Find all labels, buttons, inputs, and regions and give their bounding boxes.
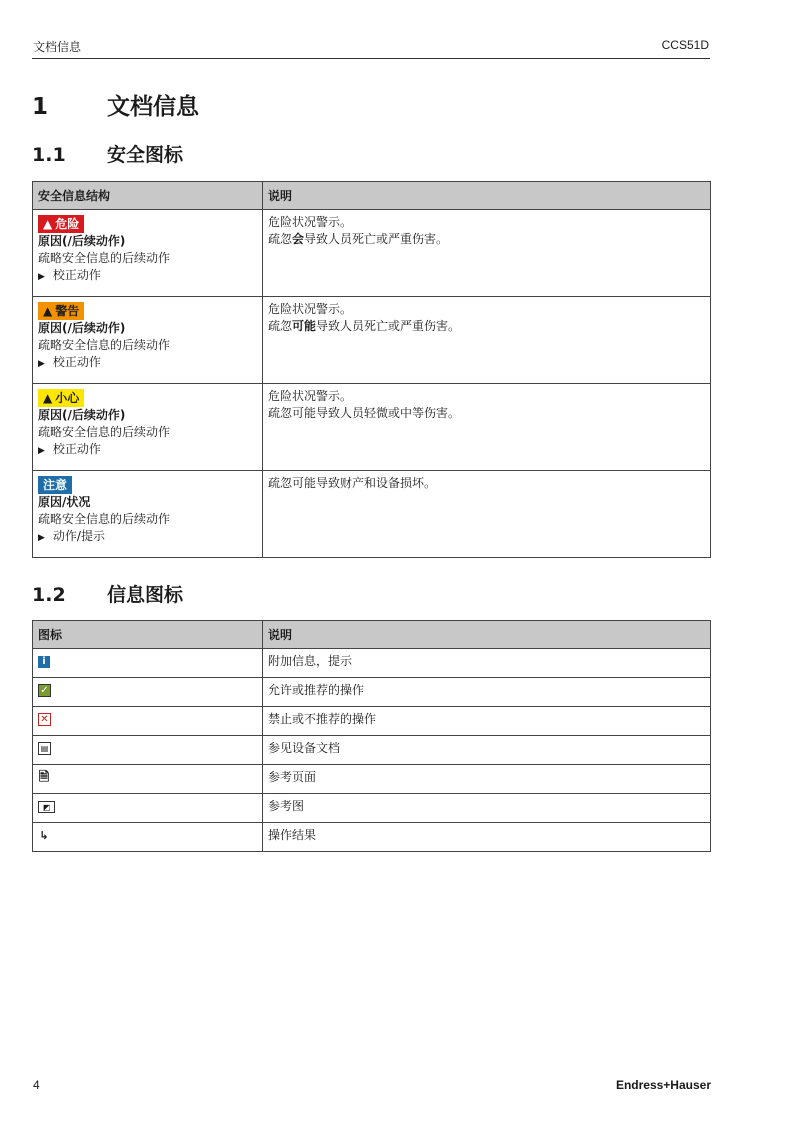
notice-badge: 注意	[38, 476, 72, 494]
cause-text: 原因(/后续动作)	[38, 321, 126, 335]
section-title: 安全图标	[107, 144, 184, 166]
section-title: 信息图标	[107, 584, 184, 606]
header-product-code: CCS51D	[661, 38, 709, 52]
danger-badge: ▲ 危险	[38, 215, 84, 233]
chapter-heading	[32, 88, 199, 121]
info-symbols-table	[32, 620, 711, 852]
description-cell: 参考页面	[263, 765, 711, 794]
table-row	[33, 471, 711, 558]
result-icon: ↳	[39, 828, 49, 842]
chapter-number: 1	[32, 94, 49, 120]
description-cell: 参考图	[263, 794, 711, 823]
action-text: 动作/提示	[52, 529, 105, 543]
warning-triangle-icon: ▲	[43, 217, 53, 231]
warning-triangle-icon: ▲	[43, 304, 53, 318]
description-cell: 危险状况警示。 疏忽会导致人员死亡或严重伤害。	[263, 210, 711, 297]
arrow-icon: ▶	[38, 446, 45, 456]
page-number: 4	[33, 1078, 40, 1092]
column-header: 图标	[33, 621, 263, 649]
description-cell: 危险状况警示。 疏忽可能导致人员轻微或中等伤害。	[263, 384, 711, 471]
table-row	[33, 297, 711, 384]
description-cell: 危险状况警示。 疏忽可能导致人员死亡或严重伤害。	[263, 297, 711, 384]
table-row	[33, 736, 711, 765]
structure-cell	[33, 297, 263, 384]
column-header: 安全信息结构	[33, 182, 263, 210]
chapter-title: 文档信息	[107, 94, 199, 120]
cause-text: 原因(/后续动作)	[38, 408, 126, 422]
table-row	[33, 794, 711, 823]
section-number: 1.2	[32, 584, 66, 606]
header-section-title: 文档信息	[33, 40, 82, 54]
structure-cell	[33, 210, 263, 297]
consequence-text: 疏略安全信息的后续动作	[38, 512, 171, 526]
info-icon: i	[38, 656, 50, 668]
table-row	[33, 765, 711, 794]
caution-badge: ▲ 小心	[38, 389, 84, 407]
description-cell: 允许或推荐的操作	[263, 678, 711, 707]
page-reference-icon: 🗎	[38, 769, 50, 785]
graphic-reference-icon: ◩	[38, 801, 55, 813]
warning-triangle-icon: ▲	[43, 391, 53, 405]
table-row	[33, 210, 711, 297]
warning-badge: ▲ 警告	[38, 302, 84, 320]
column-header: 说明	[263, 182, 711, 210]
table-header-row	[33, 182, 711, 210]
consequence-text: 疏略安全信息的后续动作	[38, 425, 171, 439]
structure-cell	[33, 471, 263, 558]
arrow-icon: ▶	[38, 359, 45, 369]
action-text: 校正动作	[52, 268, 101, 282]
description-cell: 禁止或不推荐的操作	[263, 707, 711, 736]
action-text: 校正动作	[52, 355, 101, 369]
cause-text: 原因/状况	[38, 495, 91, 509]
description-cell: 参见设备文档	[263, 736, 711, 765]
description-cell: 操作结果	[263, 823, 711, 852]
section-number: 1.1	[32, 144, 66, 166]
table-row	[33, 823, 711, 852]
structure-cell	[33, 384, 263, 471]
consequence-text: 疏略安全信息的后续动作	[38, 338, 171, 352]
permitted-icon: ✓	[38, 684, 51, 697]
column-header: 说明	[263, 621, 711, 649]
section-heading-safety	[32, 140, 183, 167]
arrow-icon: ▶	[38, 533, 45, 543]
action-text: 校正动作	[52, 442, 101, 456]
document-reference-icon: ▤	[38, 742, 51, 755]
table-row	[33, 678, 711, 707]
description-cell: 疏忽可能导致财产和设备损坏。	[263, 471, 711, 558]
arrow-icon: ▶	[38, 272, 45, 282]
description-cell: 附加信息，提示	[263, 649, 711, 678]
consequence-text: 疏略安全信息的后续动作	[38, 251, 171, 265]
cause-text: 原因(/后续动作)	[38, 234, 126, 248]
brand-logo: Endress+Hauser	[615, 1078, 711, 1092]
safety-symbols-table	[32, 181, 711, 558]
page-header	[32, 36, 710, 59]
section-heading-info	[32, 580, 183, 607]
table-header-row	[33, 621, 711, 649]
table-row	[33, 649, 711, 678]
table-row	[33, 707, 711, 736]
forbidden-icon: ✕	[38, 713, 51, 726]
table-row	[33, 384, 711, 471]
